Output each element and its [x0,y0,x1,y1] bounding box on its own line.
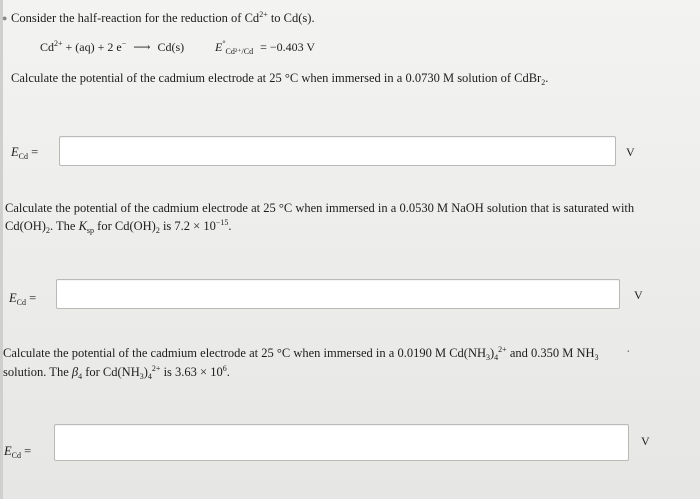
unit-label-2: V [634,288,643,302]
left-edge-divider [0,0,3,499]
scroll-dot-icon: · [626,345,631,360]
standard-potential: $E^\circ_{Cd^{2+}/Cd} = -0.403$ V [215,39,316,56]
intro-text: Consider the half-reaction for the reduction of $Cd^{2+}$ to Cd(s). [11,10,315,25]
e-cd-label-2: $E_{Cd}$ = [9,291,37,307]
question-3-line-2: solution. The $\beta_4$ for $Cd(NH_3)_4^{2+}$ is $3.63 \times 10^6$. [3,364,230,381]
answer-input-1[interactable] [59,136,616,166]
half-reaction-equation: $Cd^{2+} + (aq) + 2$ e− ⟶ Cd(s) [40,39,185,54]
e-cd-label-1: $E_{Cd}$ = [11,145,39,161]
answer-input-2[interactable] [56,279,620,309]
bullet-icon: ● [2,13,8,23]
answer-input-3[interactable] [54,424,629,461]
unit-label-3: V [641,434,650,448]
e-cd-label-3: $E_{Cd}$ = [4,444,32,460]
question-3-line-1: Calculate the potential of the cadmium electrode at 25 °C when immersed in a 0.0190 M $Cd(NH_3)_4^{2+}$ and 0.350 M $NH_3$ [3,345,599,362]
question-1-text: Calculate the potential of the cadmium electrode at 25 °C when immersed in a 0.0730 M solution of CdBr$_2$. [11,71,549,87]
question-2-line-1: Calculate the potential of the cadmium electrode at 25 °C when immersed in a 0.0530 M NaOH solution that is saturated with [5,201,635,215]
question-2-line-2: $Cd(OH)_2$. The $K_{sp}$ for $Cd(OH)_2$ is $7.2 \times 10^{-15}$. [5,218,232,235]
unit-label-1: V [626,145,635,159]
